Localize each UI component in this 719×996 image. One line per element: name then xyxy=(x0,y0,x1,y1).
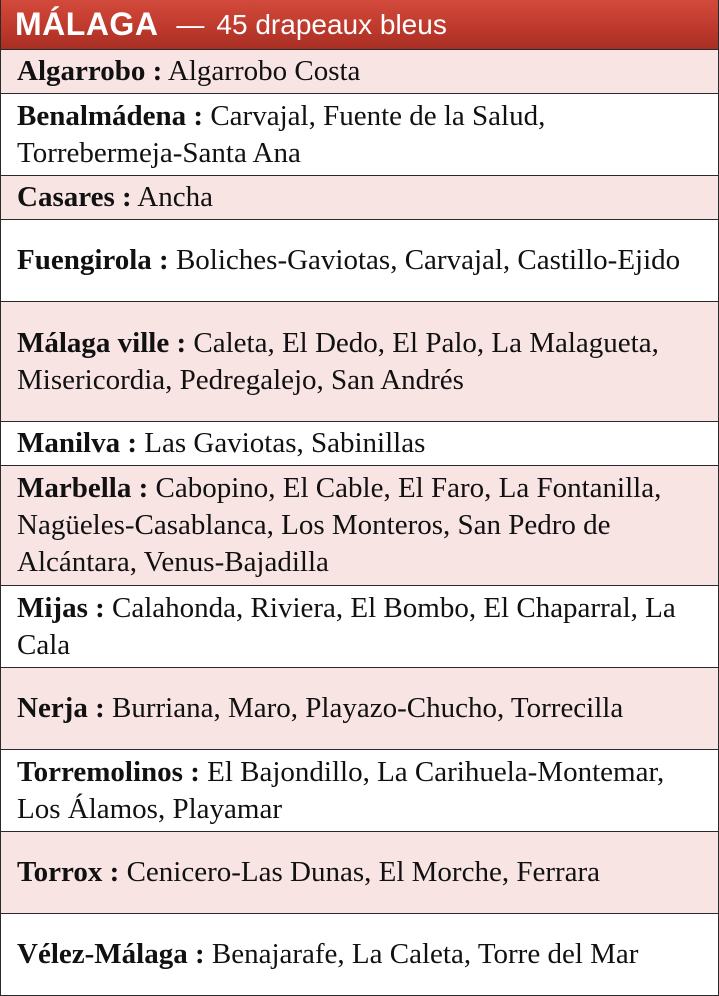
beach-list: Ancha xyxy=(131,181,213,213)
beach-list: Boliches-Gaviotas, Carvajal, Castillo-Ejido xyxy=(168,244,681,276)
municipality-name: Vélez-Málaga : xyxy=(17,938,205,970)
table-header xyxy=(1,0,718,50)
table-row xyxy=(1,668,718,750)
municipality-name: Benalmádena : xyxy=(17,99,204,132)
table-row xyxy=(1,832,718,914)
table-row xyxy=(1,220,718,302)
beach-list: Calahonda, Riviera, El Bombo, El Chaparral, La Cala xyxy=(17,591,676,661)
municipality-name: Mijas : xyxy=(17,591,105,624)
flag-count: 45 drapeaux bleus xyxy=(216,8,447,40)
municipality-name: Fuengirola : xyxy=(17,244,169,276)
municipality-name: Casares : xyxy=(17,181,132,213)
municipality-name: Málaga ville : xyxy=(17,326,187,359)
table-row xyxy=(1,466,718,586)
beach-list: Las Gaviotas, Sabinillas xyxy=(137,427,426,459)
municipality-name: Torrox : xyxy=(17,856,120,888)
beach-list: Cabopino, El Cable, El Faro, La Fontanilla, Nagüeles-Casablanca, Los Monteros, San Pedro de Alcántara, Venus-Bajadilla xyxy=(17,472,662,578)
municipality-name: Torremolinos : xyxy=(17,755,200,788)
table-row xyxy=(1,422,718,466)
table-row xyxy=(1,302,718,422)
table-row xyxy=(1,94,718,176)
beach-list: Algarrobo Costa xyxy=(162,55,361,87)
municipality-name: Manilva : xyxy=(17,427,138,459)
table-row xyxy=(1,50,718,94)
municipality-name: Nerja : xyxy=(17,692,105,724)
header-separator: — xyxy=(176,8,205,40)
beach-list: Cenicero-Las Dunas, El Morche, Ferrara xyxy=(119,856,601,888)
municipality-name: Algarrobo : xyxy=(17,55,163,87)
beach-list: Benajarafe, La Caleta, Torre del Mar xyxy=(204,938,639,970)
beach-list: Caleta, El Dedo, El Palo, La Malagueta, Misericordia, Pedregalejo, San Andrés xyxy=(17,326,659,396)
table-row xyxy=(1,586,718,668)
municipality-name: Marbella : xyxy=(17,472,149,504)
beach-list: El Bajondillo, La Carihuela-Montemar, Los Álamos, Playamar xyxy=(17,755,665,825)
table-row xyxy=(1,750,718,832)
beach-list: Carvajal, Fuente de la Salud, Torrebermeja-Santa Ana xyxy=(17,99,546,169)
region-title: MÁLAGA xyxy=(15,6,159,42)
table-row xyxy=(1,176,718,220)
table-row xyxy=(1,914,718,996)
beach-list: Burriana, Maro, Playazo-Chucho, Torrecilla xyxy=(104,692,624,724)
